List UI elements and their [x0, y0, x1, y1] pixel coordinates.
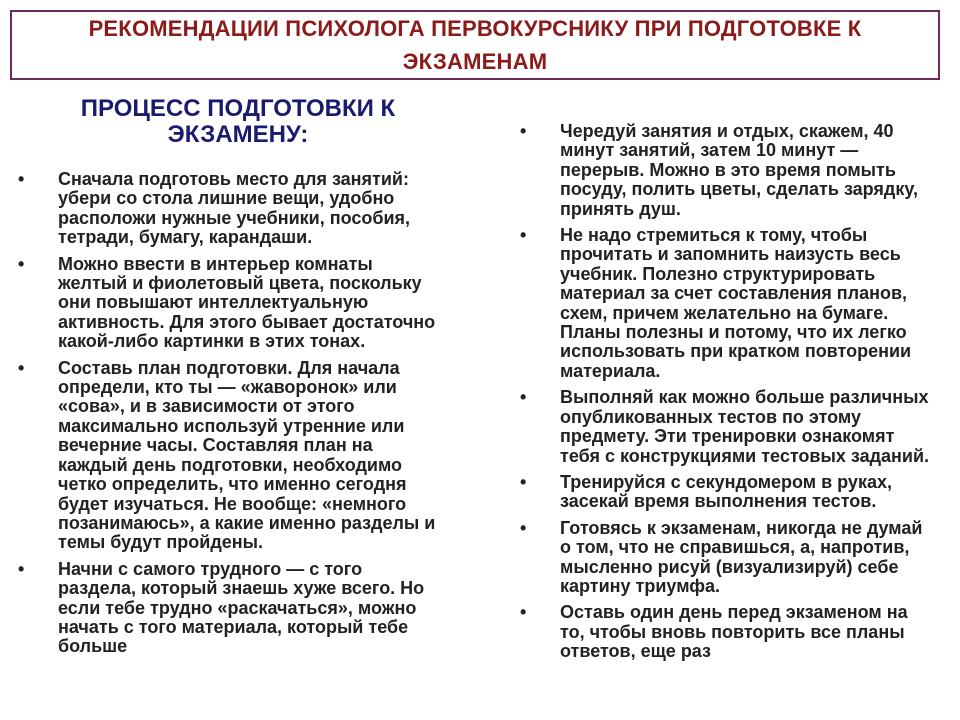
bullet-icon: •: [520, 517, 527, 538]
list-item-text: Сначала подготовь место для занятий: убери со стола лишние вещи, удобно расположи нужные учебники, пособия, тетради, бумагу, карандаши.: [58, 169, 411, 248]
list-item: [18, 170, 438, 248]
bullet-icon: •: [18, 169, 25, 189]
left-bullet-list: [18, 170, 438, 657]
title-box: [10, 10, 940, 80]
list-item: [520, 388, 930, 466]
list-item: [520, 122, 930, 219]
list-item-text: Можно ввести в интерьер комнаты желтый и фиолетовый цвета, поскольку они повышают интеллектуальную активность. Для этого бывает достаточно какой-либо картинки в этих тонах.: [58, 253, 436, 352]
list-item: [18, 560, 438, 657]
page-title: РЕКОМЕНДАЦИИ ПСИХОЛОГА ПЕРВОКУРСНИКУ ПРИ ПОДГОТОВКЕ К ЭКЗАМЕНАМ: [88, 16, 862, 74]
right-column: [520, 96, 930, 669]
list-item-text: Тренируйся с секундомером в руках, засекай время выполнения тестов.: [560, 471, 892, 512]
left-column: [18, 96, 438, 664]
list-item: [520, 226, 930, 381]
list-item-text: Начни с самого трудного — с того раздела, который знаешь хуже всего. Но если тебе трудно «раскачаться», можно начать с того материала, который тебе больше: [58, 558, 425, 657]
list-item: [520, 473, 930, 512]
bullet-icon: •: [520, 471, 527, 492]
list-item-text: Чередуй занятия и отдых, скажем, 40 минут занятий, затем 10 минут — перерыв. Можно в это время помыть посуду, полить цветы, сделать зарядку, принять душ.: [560, 121, 919, 219]
bullet-icon: •: [18, 357, 25, 378]
bullet-icon: •: [520, 225, 527, 246]
list-item-text: Не надо стремиться к тому, чтобы прочитать и запомнить наизусть весь учебник. Полезно структурировать материал за счет составления планов, схем, причем желательно на бумаге. Планы полезны и потому, что их легко использовать при кратком повторении материала.: [560, 225, 912, 381]
list-item: [520, 603, 930, 661]
list-item-text: Оставь один день перед экзаменом на то, чтобы вновь повторить все планы ответов, еще раз: [560, 602, 908, 662]
bullet-icon: •: [520, 387, 527, 408]
bullet-icon: •: [18, 253, 25, 274]
list-item-text: Выполняй как можно больше различных опубликованных тестов по этому предмету. Эти тренировки ознакомят тебя с конструкциями тестовых заданий.: [560, 387, 930, 466]
right-bullet-list: [520, 122, 930, 662]
list-item-text: Составь план подготовки. Для начала определи, кто ты — «жаворонок» или «сова», и в зависимости от этого максимально используй утренние или вечерние часы. Составляя план на каждый день подготовки, необходимо четко определить, что именно сегодня будет изучаться. Не вообще: «немного позанимаюсь», а какие именно разделы и темы будут пройдены.: [58, 357, 436, 553]
section-heading: ПРОЦЕСС ПОДГОТОВКИ К ЭКЗАМЕНУ:: [80, 95, 396, 148]
bullet-icon: •: [18, 558, 25, 579]
list-item: [520, 519, 930, 597]
list-item: [18, 359, 438, 553]
bullet-icon: •: [520, 602, 527, 623]
bullet-icon: •: [520, 121, 527, 141]
list-item-text: Готовясь к экзаменам, никогда не думай о том, что не справишься, а, напротив, мысленно рисуй (визуализируй) себе картину триумфа.: [560, 517, 923, 596]
list-item: [18, 255, 438, 352]
